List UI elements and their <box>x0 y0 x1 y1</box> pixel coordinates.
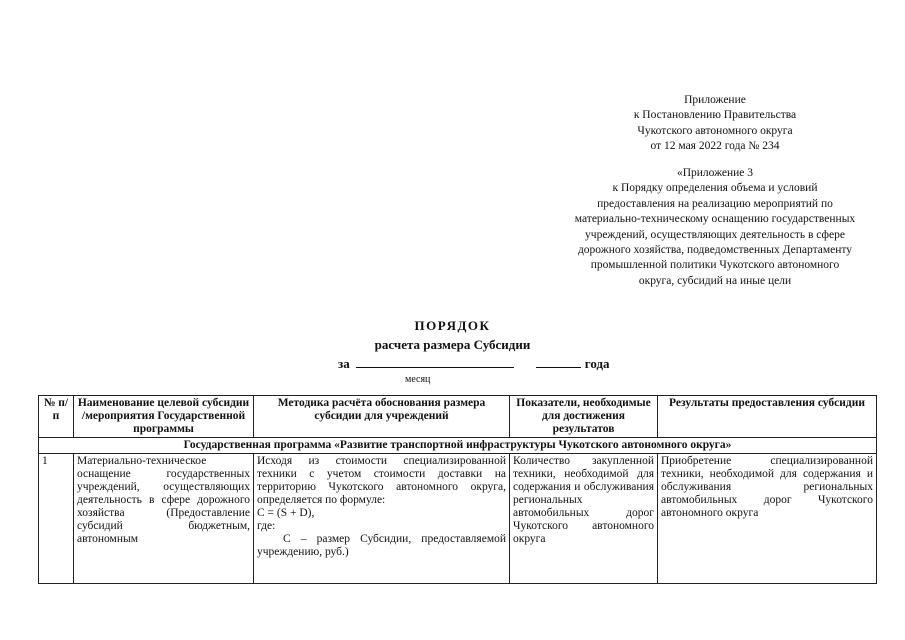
period-year: года <box>584 356 610 371</box>
col-header-num: № п/п <box>39 396 74 438</box>
document-subtitle: расчета размера Субсидии <box>374 337 531 352</box>
period-line <box>338 355 610 372</box>
annex-line: Приложение <box>684 94 746 106</box>
row-indicators: Количество закупленной техники, необходимой для содержания и обслуживания региональных автомобильных дорог Чукотского автономного округа <box>513 455 654 545</box>
program-row <box>39 438 877 454</box>
row-indicators-cell <box>510 454 658 584</box>
annex3-line: материально-техническому оснащению государственных <box>574 213 856 226</box>
row-results: Приобретение специализированной техники, необходимой для содержания и обслуживания региональных автомобильных дорог Чукотского автономного округа <box>661 455 873 519</box>
month-caption: месяц <box>405 374 431 385</box>
row-name: Материально-техническое оснащение государственных учреждений, осуществляющих деятельность в сфере дорожного хозяйства (Предоставление субсидий бюджетным, автономным <box>77 455 250 545</box>
col-header-name: Наименование целевой субсидии /мероприятия Государственной программы <box>74 396 254 438</box>
annex3-line: «Приложение 3 <box>676 167 754 179</box>
method-text: Исходя из стоимости специализированной техники с учетом стоимости доставки на территорию Чукотского автономного округа, определяется по формуле: <box>257 455 506 506</box>
annex-line: Чукотского автономного округа <box>637 124 793 137</box>
table-header-row <box>39 396 877 438</box>
method-formula: C = (S + D), <box>257 507 315 519</box>
annex3-line: промышленной политики Чукотского автономного <box>590 259 840 272</box>
document-title: ПОРЯДОК <box>414 318 491 333</box>
annex3-line: предоставления на реализацию мероприятий по <box>597 197 833 210</box>
month-blank <box>356 355 514 368</box>
col-header-results: Результаты предоставления субсидии <box>658 396 877 438</box>
period-za: за <box>338 356 350 371</box>
method-where: где: <box>257 520 276 532</box>
program-title: Государственная программа «Развитие транспортной инфраструктуры Чукотского автономного округа» <box>39 438 877 454</box>
year-blank <box>536 355 581 368</box>
row-method-cell <box>254 454 510 584</box>
subsidy-table <box>38 395 877 584</box>
col-header-method: Методика расчёта обоснования размера субсидии для учреждений <box>254 396 510 438</box>
row-results-cell <box>658 454 877 584</box>
annex3-line: учреждений, осуществляющих деятельность в сфере <box>585 228 845 241</box>
annex-line: к Постановлению Правительства <box>633 109 797 122</box>
annex3-line: дорожного хозяйства, подведомственных Департаменту <box>577 244 853 257</box>
annex3-line: округа, субсидий на иные цели <box>638 274 792 287</box>
annex3-header <box>545 166 885 289</box>
method-definition: С – размер Субсидии, предоставляемой учреждению, руб.) <box>257 533 506 558</box>
row-number: 1 <box>39 454 74 584</box>
col-header-indicators: Показатели, необходимые для достижения результатов <box>510 396 658 438</box>
annex-header <box>545 93 885 155</box>
row-name-cell <box>74 454 254 584</box>
table-row <box>39 454 877 584</box>
annex3-line: к Порядку определения объема и условий <box>612 182 818 195</box>
annex-line: от 12 мая 2022 года № 234 <box>650 140 780 153</box>
